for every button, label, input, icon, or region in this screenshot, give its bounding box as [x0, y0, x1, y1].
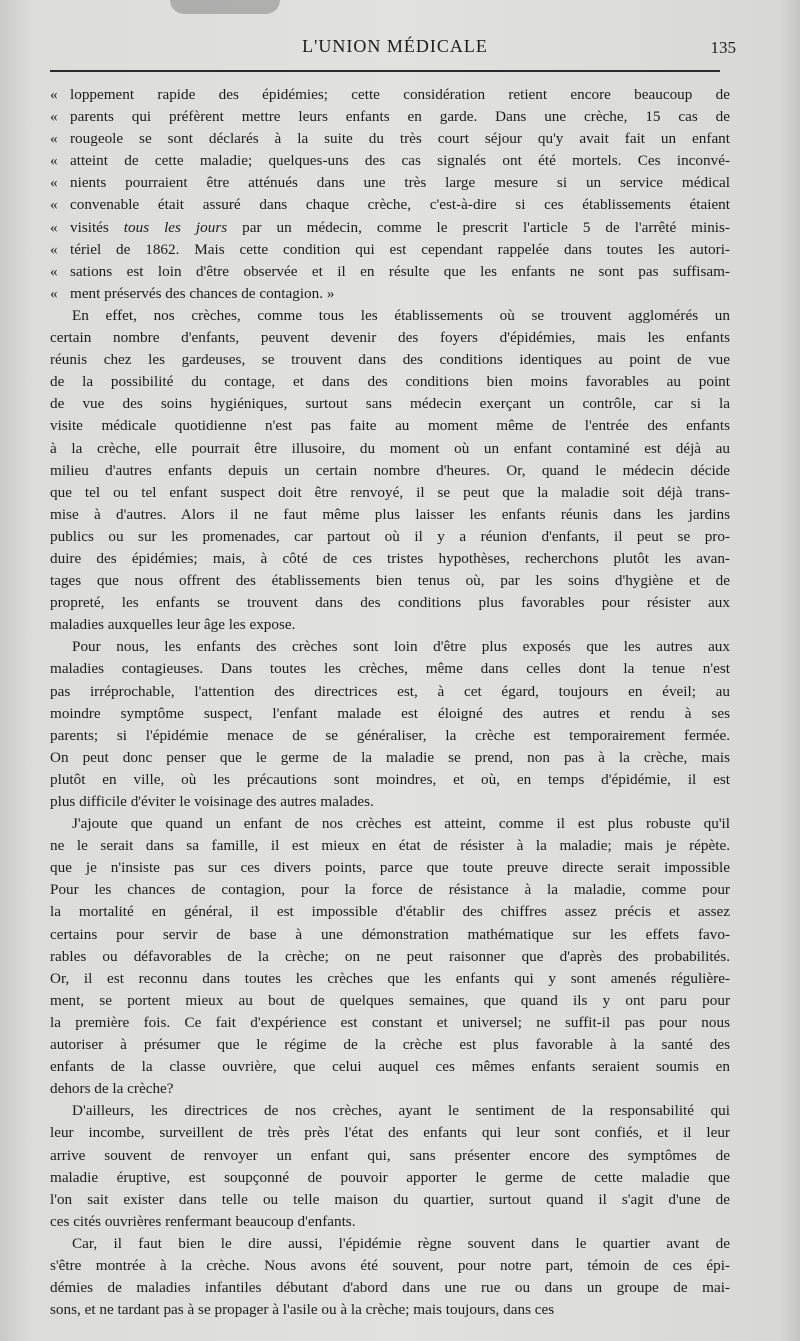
quote-mark: « — [50, 284, 58, 302]
quoted-line — [50, 217, 730, 239]
text-line: sons, et ne tardant pas à se propager à l'asile ou à la crèche; mais toujours, dans ces — [50, 1301, 555, 1319]
text-line: maladies auxquelles leur âge les expose. — [50, 616, 296, 634]
quote-mark: « — [50, 196, 58, 214]
text-line: maladie éruptive, est soupçonné de pouvoir apporter le germe de cette maladie que — [50, 1168, 730, 1186]
quote-mark: « — [50, 108, 58, 126]
quoted-line — [50, 150, 730, 172]
text-line: que je n'insiste pas sur ces divers points, parce que toute preuve directe serait impossible — [50, 859, 730, 877]
text-line: mise à d'autres. Alors il ne faut même plus laisser les enfants réunis dans les jardins — [50, 505, 730, 523]
italic-phrase: tous les jours — [123, 218, 228, 236]
quoted-line-text: convenable était assuré dans chaque crèche, c'est-à-dire si ces établissements étaient — [70, 196, 730, 214]
text-line: l'on sait exister dans telle ou telle maison du quartier, surtout quand il s'agit d'une de — [50, 1190, 730, 1208]
quoted-line-text — [70, 217, 730, 239]
text-line: la première fois. Ce fait d'expérience est constant et universel; ne suffit-il pas pour nous — [50, 1013, 730, 1031]
quoted-line — [50, 106, 730, 128]
text-line: démies de maladies infantiles débutant d'abord dans une rue ou dans un groupe de mai- — [50, 1279, 730, 1297]
text-line: Pour les chances de contagion, pour la force de résistance à la maladie, comme pour — [50, 881, 730, 899]
quote-mark: « — [50, 130, 58, 148]
text-line: J'ajoute que quand un enfant de nos crèches est atteint, comme il est plus robuste qu'il — [72, 815, 730, 833]
text-line: rables ou défavorables de la crèche; on ne peut raisonner que d'après des probabilités. — [50, 947, 730, 965]
text-line: enfants de la classe ouvrière, que celui auquel ces mêmes enfants seraient soumis en — [50, 1058, 730, 1076]
quote-mark: « — [50, 240, 58, 258]
quoted-line-text: atteint de cette maladie; quelques-uns des cas signalés ont été mortels. Ces inconvé- — [70, 152, 730, 170]
quote-mark: « — [50, 152, 58, 170]
text-line: Pour nous, les enfants des crèches sont loin d'être plus exposés que les autres aux — [72, 638, 730, 656]
quoted-line — [50, 194, 730, 216]
quoted-line-text: tériel de 1862. Mais cette condition qui est cependant rappelée dans toutes les autori- — [70, 240, 730, 258]
quoted-line-text: rougeole se sont déclarés à la suite du très court séjour qu'y avait fait un enfant — [70, 130, 730, 148]
quoted-line — [50, 283, 730, 305]
text-line: En effet, nos crèches, comme tous les établissements où se trouvent agglomérés un — [72, 306, 730, 324]
quoted-line — [50, 261, 730, 283]
text-line: D'ailleurs, les directrices de nos crèches, ayant le sentiment de la responsabilité qui — [72, 1102, 730, 1120]
text-line: à la crèche, elle pourrait être illusoire, du moment où un enfant contaminé est déjà au — [50, 439, 730, 457]
quoted-passage — [50, 84, 730, 305]
quoted-line-text: loppement rapide des épidémies; cette considération retient encore beaucoup de — [70, 86, 730, 103]
text-after-italic: par un médecin, comme le prescrit l'article 5 de l'arrêté minis- — [227, 218, 730, 236]
quoted-line — [50, 84, 730, 106]
page-header — [50, 36, 740, 66]
text-line: Car, il faut bien le dire aussi, l'épidémie règne souvent dans le quartier avant de — [72, 1234, 730, 1252]
text-line: que tel ou tel enfant suspect doit être renvoyé, il se peut que la maladie soit déjà trans- — [50, 483, 730, 501]
text-line: publics ou sur les promenades, car partout où il y a réunion d'enfants, il peut se pro- — [50, 527, 730, 545]
text-line: maladies contagieuses. Dans toutes les crèches, même dans celles dont la tenue n'est — [50, 660, 730, 678]
text-line: s'être montrée à la crèche. Nous avons été souvent, pour notre part, témoin de ces épi- — [50, 1256, 730, 1274]
text-line: certains pour servir de base à une démonstration mathématique sur les effets favo- — [50, 925, 730, 943]
text-line: tages que nous offrent des établissements bien tenus où, par les soins d'hygiène et de — [50, 572, 730, 590]
quoted-line-text: ment préservés des chances de contagion. » — [70, 284, 335, 302]
paragraph — [50, 813, 730, 1100]
text-line: réunis chez les gardeuses, se trouvent dans des conditions identiques au point de vue — [50, 351, 730, 369]
body-text — [50, 84, 730, 1321]
quoted-line-text: sations est loin d'être observée et il en résulte que les enfants ne sont pas suffisam- — [70, 262, 730, 280]
text-line: pas irréprochable, l'attention des directrices est, à cet égard, toujours en éveil; au — [50, 682, 730, 700]
quoted-line — [50, 128, 730, 150]
text-line: ne le serait dans sa famille, il est mieux en état de résister à la maladie; mais je répète. — [50, 837, 730, 855]
text-line: propreté, les enfants se trouvent dans des conditions plus favorables pour résister aux — [50, 594, 730, 612]
paragraphs — [50, 305, 730, 1321]
text-before-italic: visités — [70, 218, 124, 236]
text-line: Or, il est reconnu dans toutes les crèches que les enfants qui y sont amenés régulière- — [50, 969, 730, 987]
text-line: ment, se portent mieux au bout de quelques semaines, que quand ils y ont paru pour — [50, 991, 730, 1009]
text-line: autoriser à présumer que le régime de la crèche est plus favorable à la santé des — [50, 1036, 730, 1054]
quoted-line — [50, 172, 730, 194]
text-line: de vue des soins hygiéniques, surtout sans médecin exerçant un contrôle, car si la — [50, 395, 730, 413]
text-line: parents; si l'épidémie menace de se généraliser, la crèche est temporairement fermée. — [50, 726, 730, 744]
text-line: plutôt en ville, où les précautions sont moindres, et où, en temps d'épidémie, il est — [50, 770, 730, 788]
header-rule — [50, 70, 720, 72]
quoted-line-text: nients pourraient être atténués dans une très large mesure si un service médical — [70, 174, 730, 192]
running-title: L'UNION MÉDICALE — [302, 36, 488, 56]
text-line: arrive souvent de renvoyer un enfant qui, sans présenter encore des symptômes de — [50, 1146, 730, 1164]
quote-mark: « — [50, 174, 58, 192]
paragraph — [50, 1100, 730, 1233]
text-line: On peut donc penser que le germe de la maladie se prend, non pas à la crèche, mais — [50, 748, 730, 766]
text-line: ces cités ouvrières renfermant beaucoup d'enfants. — [50, 1212, 356, 1230]
text-line: de la possibilité du contage, et dans des conditions bien moins favorables au point — [50, 373, 730, 391]
text-line: moindre symptôme suspect, l'enfant malade est éloigné des autres et rendu à ses — [50, 704, 730, 722]
page-number: 135 — [710, 38, 736, 57]
page-tab-mark — [170, 0, 280, 14]
text-line: plus difficile d'éviter le voisinage des autres malades. — [50, 793, 374, 810]
quote-mark: « — [50, 86, 58, 103]
paragraph — [50, 1233, 730, 1321]
text-line: visite médicale quotidienne n'est pas faite au moment même de l'entrée des enfants — [50, 417, 730, 435]
quoted-line — [50, 239, 730, 261]
quoted-line-text: parents qui préfèrent mettre leurs enfants en garde. Dans une crèche, 15 cas de — [70, 108, 730, 126]
text-line: la mortalité en général, il est impossible d'établir des chiffres assez précis et assez — [50, 903, 730, 921]
text-line: leur incombe, surveillent de très près l'état des enfants qui leur sont confiés, et il leur — [50, 1124, 730, 1142]
text-line: milieu d'autres enfants depuis un certain nombre d'heures. Or, quand le médecin décide — [50, 461, 730, 479]
quote-mark: « — [50, 218, 58, 236]
text-line: dehors de la crèche? — [50, 1080, 174, 1098]
quote-mark: « — [50, 262, 58, 280]
paragraph — [50, 636, 730, 813]
text-line: duire des épidémies; mais, à côté de ces tristes hypothèses, recherchons plutôt les avan- — [50, 549, 730, 567]
paragraph — [50, 305, 730, 636]
text-line: certain nombre d'enfants, peuvent devenir des foyers d'épidémies, mais les enfants — [50, 329, 730, 347]
